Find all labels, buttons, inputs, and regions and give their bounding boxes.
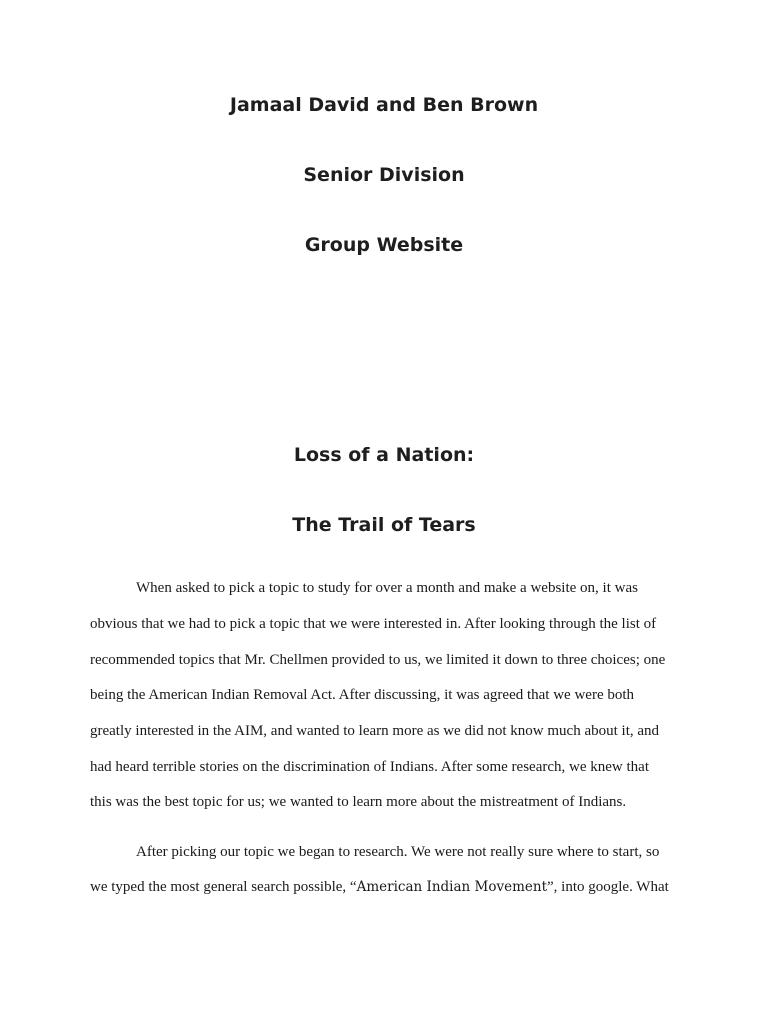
paragraph-1-line: being the American Indian Removal Act. After discussing, it was agreed that we were both [90, 687, 635, 703]
authors-line: Jamaal David and Ben Brown [229, 94, 539, 116]
paragraph-1-line: obvious that we had to pick a topic that we were interested in. After looking through the list of [90, 616, 657, 632]
paragraph-1-line: this was the best topic for us; we wanted to learn more about the mistreatment of Indians. [90, 794, 627, 810]
paragraph-2-line: After picking our topic we began to research. We were not really sure where to start, so [136, 844, 660, 860]
paragraph-2-text: we typed the most general search possible, “ [90, 879, 357, 895]
paragraph-1-line: had heard terrible stories on the discrimination of Indians. After some research, we knew that [90, 759, 649, 775]
title-line-2: The Trail of Tears [292, 514, 476, 536]
title-line-1: Loss of a Nation: [293, 444, 475, 466]
paragraph-2-text: ”, into google. What [547, 879, 669, 895]
paragraph-1-line: recommended topics that Mr. Chellmen provided to us, we limited it down to three choices; one [90, 652, 666, 668]
division-line: Senior Division [303, 164, 465, 186]
paragraph-1-line: greatly interested in the AIM, and wanted to learn more as we did not know much about it, and [90, 723, 660, 739]
category-line: Group Website [304, 234, 464, 256]
paragraph-2-line [90, 879, 669, 896]
quoted-search-term: American Indian Movement [356, 879, 547, 895]
paragraph-1-line: When asked to pick a topic to study for over a month and make a website on, it was [136, 580, 638, 596]
